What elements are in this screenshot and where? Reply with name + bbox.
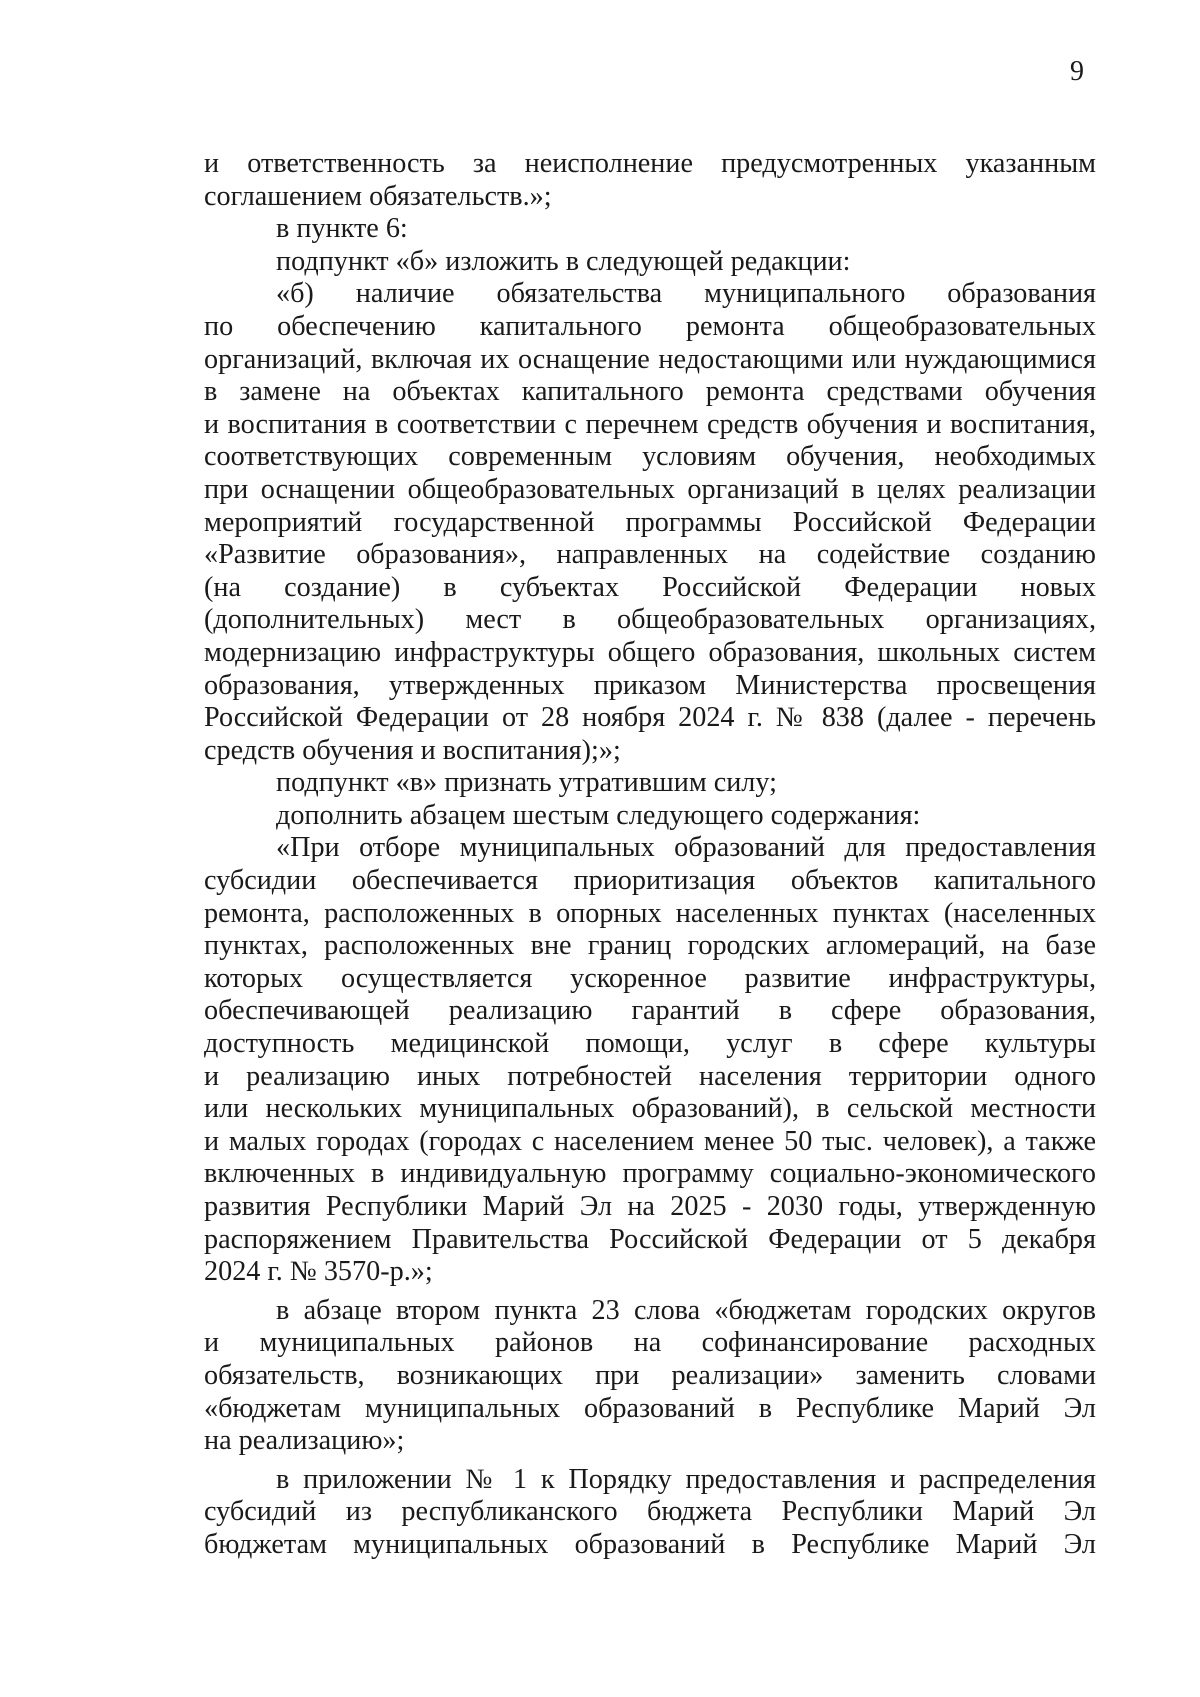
text-line: на реализацию»; bbox=[204, 1425, 405, 1457]
text-line: мероприятий государственной программы Российской Федерации bbox=[204, 506, 1096, 538]
text-line: обеспечивающей реализацию гарантий в сфере образования, bbox=[204, 995, 1096, 1027]
text-line: доступность медицинской помощи, услуг в сфере культуры bbox=[204, 1028, 1096, 1060]
text-line: в приложении № 1 к Порядку предоставления и распределения bbox=[276, 1463, 1096, 1495]
text-line: и реализацию иных потребностей населения территории одного bbox=[204, 1060, 1096, 1092]
text-line: дополнить абзацем шестым следующего содержания: bbox=[276, 799, 921, 831]
text-line: или нескольких муниципальных образований), в сельской местности bbox=[204, 1093, 1096, 1125]
text-line: «При отборе муниципальных образований для предоставления bbox=[276, 832, 1096, 864]
text-line: соответствующих современным условиям обучения, необходимых bbox=[204, 441, 1096, 473]
text-line: распоряжением Правительства Российской Федерации от 5 декабря bbox=[204, 1223, 1096, 1255]
text-line: средств обучения и воспитания);»; bbox=[204, 734, 621, 766]
text-line: 2024 г. № 3570-р.»; bbox=[204, 1256, 433, 1288]
text-line: субсидии обеспечивается приоритизация объектов капитального bbox=[204, 865, 1096, 897]
text-line: соглашением обязательств.»; bbox=[204, 180, 552, 212]
text-line: пунктах, расположенных вне границ городских агломераций, на базе bbox=[204, 930, 1096, 962]
text-line: организаций, включая их оснащение недостающими или нуждающимися bbox=[204, 343, 1096, 375]
text-line: (на создание) в субъектах Российской Федерации новых bbox=[204, 571, 1096, 603]
text-line: обязательств, возникающих при реализации» заменить словами bbox=[204, 1359, 1096, 1391]
text-line: включенных в индивидуальную программу социально-экономического bbox=[204, 1158, 1096, 1190]
page-number: 9 bbox=[1070, 56, 1084, 87]
text-line: по обеспечению капитального ремонта общеобразовательных bbox=[204, 310, 1096, 342]
text-line: бюджетам муниципальных образований в Республике Марий Эл bbox=[204, 1528, 1096, 1560]
text-line: в абзаце втором пункта 23 слова «бюджетам городских округов bbox=[276, 1294, 1096, 1326]
text-line: «б) наличие обязательства муниципального образования bbox=[276, 278, 1096, 310]
text-line: модернизацию инфраструктуры общего образования, школьных систем bbox=[204, 636, 1096, 668]
text-line: ремонта, расположенных в опорных населенных пунктах (населенных bbox=[204, 897, 1096, 929]
text-line: подпункт «в» признать утратившим силу; bbox=[276, 767, 777, 799]
text-line: субсидий из республиканского бюджета Республики Марий Эл bbox=[204, 1496, 1096, 1528]
text-line: (дополнительных) мест в общеобразовательных организациях, bbox=[204, 604, 1096, 636]
text-line: подпункт «б» изложить в следующей редакции: bbox=[276, 245, 851, 277]
text-line: и ответственность за неисполнение предусмотренных указанным bbox=[204, 148, 1096, 179]
text-line: и воспитания в соответствии с перечнем средств обучения и воспитания, bbox=[204, 408, 1096, 440]
text-line: в замене на объектах капитального ремонта средствами обучения bbox=[204, 376, 1096, 408]
text-line: при оснащении общеобразовательных организаций в целях реализации bbox=[204, 473, 1096, 505]
text-line: которых осуществляется ускоренное развитие инфраструктуры, bbox=[204, 962, 1096, 994]
text-line: «бюджетам муниципальных образований в Республике Марий Эл bbox=[204, 1392, 1096, 1424]
text-line: развития Республики Марий Эл на 2025 - 2030 годы, утвержденную bbox=[204, 1191, 1096, 1222]
text-line: и малых городах (городах с населением менее 50 тыс. человек), а также bbox=[204, 1125, 1096, 1157]
text-line: в пункте 6: bbox=[276, 213, 408, 245]
text-line: Российской Федерации от 28 ноября 2024 г. № 838 (далее - перечень bbox=[204, 702, 1096, 734]
text-line: образования, утвержденных приказом Министерства просвещения bbox=[204, 669, 1096, 701]
text-line: и муниципальных районов на софинансирование расходных bbox=[204, 1327, 1096, 1359]
text-line: «Развитие образования», направленных на содействие созданию bbox=[204, 539, 1096, 571]
document-body bbox=[204, 148, 1096, 1562]
